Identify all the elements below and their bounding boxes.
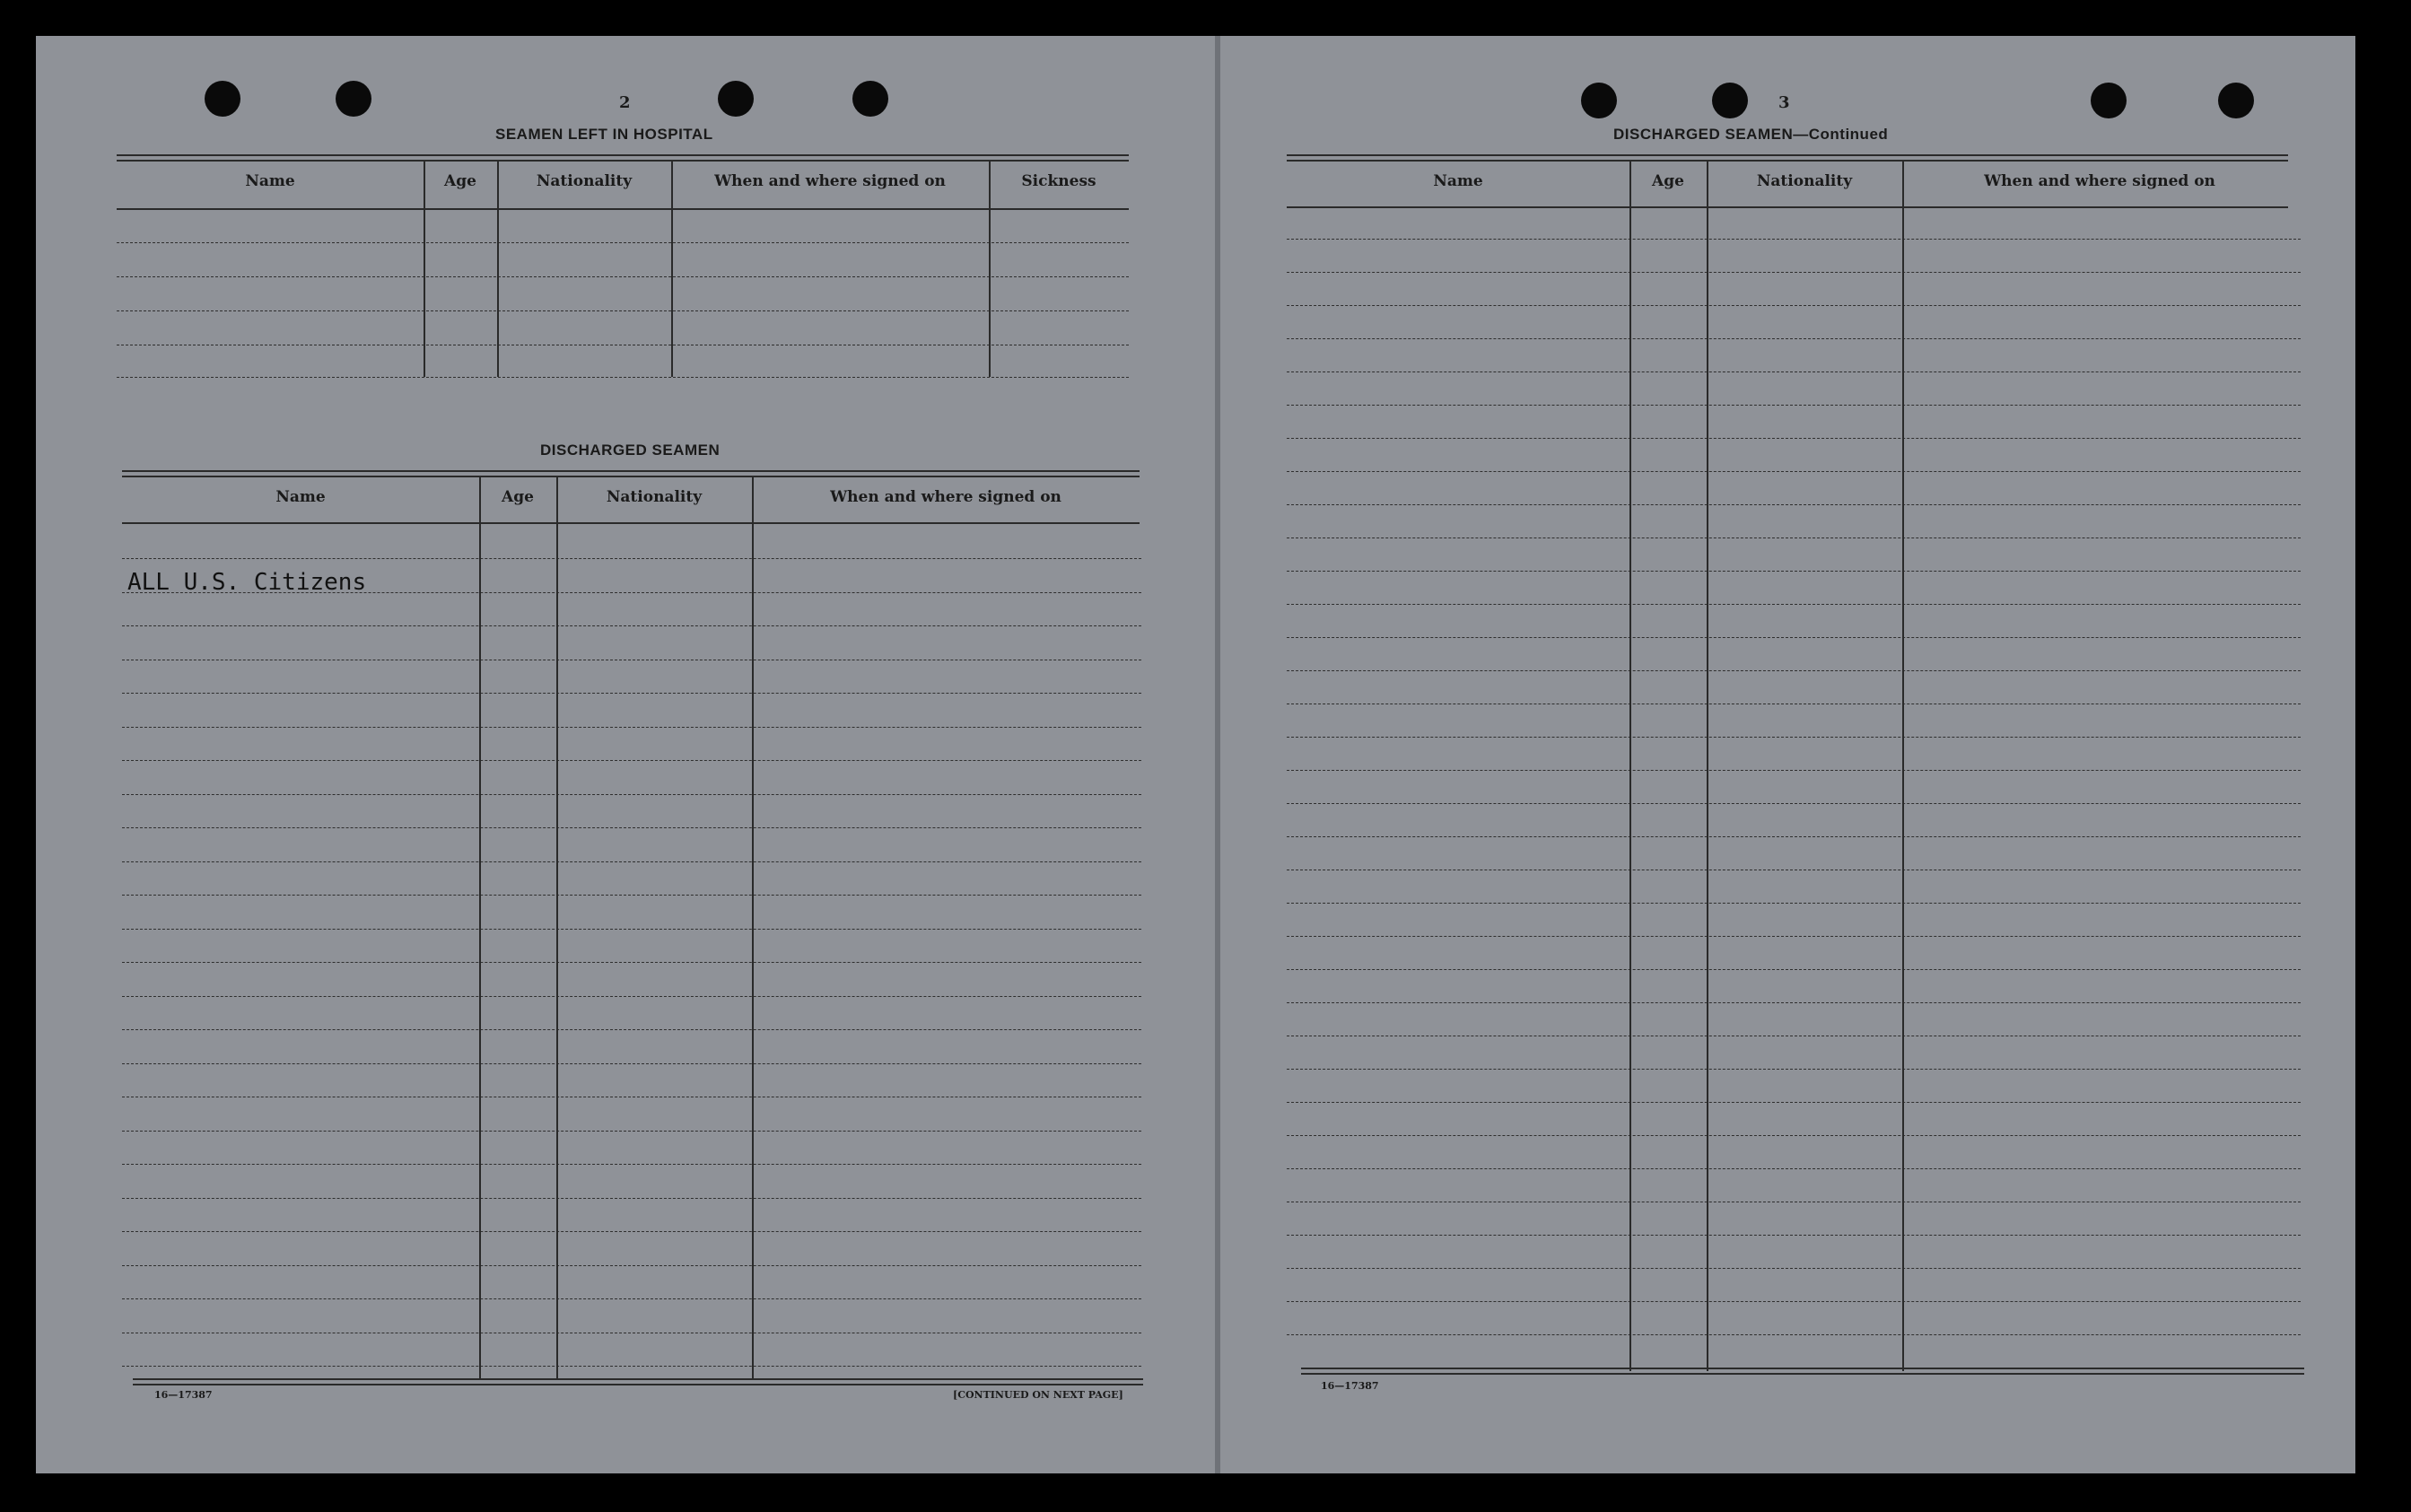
form-number-left: 16—17387 bbox=[154, 1389, 213, 1401]
row-line bbox=[1287, 836, 2301, 837]
row-line bbox=[1287, 571, 2301, 572]
punch-hole bbox=[1712, 83, 1748, 118]
punch-hole bbox=[852, 81, 888, 117]
right-col-divider bbox=[1902, 160, 1904, 1371]
row-line bbox=[122, 861, 1141, 862]
right-top-rule bbox=[1287, 154, 2288, 156]
row-line bbox=[1287, 969, 2301, 970]
discharged-bottom-rule bbox=[133, 1378, 1143, 1380]
punch-hole bbox=[2091, 83, 2127, 118]
punch-hole bbox=[205, 81, 240, 117]
row-line bbox=[1287, 239, 2301, 240]
discharged-col-divider bbox=[752, 476, 754, 1378]
hospital-col-age: Age bbox=[444, 172, 476, 190]
right-bottom-rule bbox=[1301, 1373, 2304, 1375]
row-line bbox=[122, 996, 1141, 997]
row-line bbox=[122, 1298, 1141, 1299]
hospital-col-divider bbox=[671, 160, 673, 377]
typed-entry: ALL U.S. Citizens bbox=[127, 569, 367, 596]
right-top-rule bbox=[1287, 160, 2288, 162]
form-number-right: 16—17387 bbox=[1321, 1380, 1379, 1392]
hospital-col-signed-on: When and where signed on bbox=[714, 172, 946, 190]
right-header-rule bbox=[1287, 206, 2288, 208]
page-number-left: 2 bbox=[619, 93, 631, 112]
row-line bbox=[1287, 438, 2301, 439]
row-line bbox=[122, 592, 1141, 593]
row-line bbox=[1287, 1002, 2301, 1003]
discharged-col-signed-on: When and where signed on bbox=[830, 488, 1061, 506]
row-line bbox=[1287, 1334, 2301, 1335]
right-bottom-rule bbox=[1301, 1368, 2304, 1369]
row-line bbox=[1287, 471, 2301, 472]
hospital-row-line bbox=[117, 377, 1129, 378]
row-line bbox=[122, 827, 1141, 828]
hospital-row-line bbox=[117, 310, 1129, 311]
discharged-col-age: Age bbox=[502, 488, 534, 506]
punch-hole bbox=[2218, 83, 2254, 118]
row-line bbox=[1287, 1168, 2301, 1169]
hospital-section-title: SEAMEN LEFT IN HOSPITAL bbox=[495, 126, 713, 143]
row-line bbox=[1287, 604, 2301, 605]
right-col-name: Name bbox=[1433, 172, 1483, 190]
hospital-col-divider bbox=[497, 160, 499, 377]
row-line bbox=[122, 1198, 1141, 1199]
hospital-top-rule bbox=[117, 154, 1129, 156]
right-col-divider bbox=[1629, 160, 1631, 1371]
right-col-nationality: Nationality bbox=[1756, 172, 1853, 190]
row-line bbox=[122, 1164, 1141, 1165]
row-line bbox=[1287, 1102, 2301, 1103]
right-col-divider bbox=[1707, 160, 1708, 1371]
row-line bbox=[1287, 737, 2301, 738]
row-line bbox=[1287, 637, 2301, 638]
row-line bbox=[1287, 1069, 2301, 1070]
hospital-col-divider bbox=[989, 160, 991, 377]
row-line bbox=[122, 558, 1141, 559]
row-line bbox=[122, 929, 1141, 930]
row-line bbox=[122, 760, 1141, 761]
discharged-col-divider bbox=[556, 476, 558, 1378]
row-line bbox=[122, 962, 1141, 963]
right-col-age: Age bbox=[1652, 172, 1684, 190]
continued-note: [CONTINUED ON NEXT PAGE] bbox=[953, 1389, 1123, 1401]
row-line bbox=[122, 625, 1141, 626]
row-line bbox=[1287, 305, 2301, 306]
discharged-col-name: Name bbox=[275, 488, 326, 506]
document-paper bbox=[36, 36, 2355, 1473]
row-line bbox=[1287, 903, 2301, 904]
row-line bbox=[122, 727, 1141, 728]
row-line bbox=[1287, 338, 2301, 339]
row-line bbox=[1287, 405, 2301, 406]
discharged-top-rule bbox=[122, 476, 1140, 477]
page-number-right: 3 bbox=[1778, 93, 1790, 112]
row-line bbox=[122, 794, 1141, 795]
row-line bbox=[1287, 770, 2301, 771]
row-line bbox=[1287, 670, 2301, 671]
row-line bbox=[122, 1265, 1141, 1266]
page-fold bbox=[1215, 36, 1220, 1473]
row-line bbox=[122, 895, 1141, 896]
row-line bbox=[1287, 936, 2301, 937]
hospital-header-rule bbox=[117, 208, 1129, 210]
row-line bbox=[1287, 371, 2301, 372]
row-line bbox=[1287, 1235, 2301, 1236]
punch-hole bbox=[1581, 83, 1617, 118]
right-section-title: DISCHARGED SEAMEN—Continued bbox=[1613, 126, 1889, 143]
hospital-row-line bbox=[117, 276, 1129, 277]
row-line bbox=[122, 1029, 1141, 1030]
row-line bbox=[122, 1131, 1141, 1132]
row-line bbox=[1287, 803, 2301, 804]
hospital-top-rule bbox=[117, 160, 1129, 162]
discharged-col-nationality: Nationality bbox=[606, 488, 703, 506]
row-line bbox=[1287, 272, 2301, 273]
row-line bbox=[122, 1366, 1141, 1367]
hospital-col-divider bbox=[424, 160, 425, 377]
discharged-header-rule bbox=[122, 522, 1140, 524]
hospital-row-line bbox=[117, 242, 1129, 243]
right-col-signed-on: When and where signed on bbox=[1984, 172, 2215, 190]
hospital-col-nationality: Nationality bbox=[536, 172, 633, 190]
row-line bbox=[1287, 1301, 2301, 1302]
discharged-bottom-rule bbox=[133, 1384, 1143, 1385]
row-line bbox=[1287, 504, 2301, 505]
hospital-col-name: Name bbox=[245, 172, 295, 190]
row-line bbox=[122, 1063, 1141, 1064]
punch-hole bbox=[718, 81, 754, 117]
row-line bbox=[122, 1231, 1141, 1232]
discharged-top-rule bbox=[122, 470, 1140, 472]
discharged-section-title: DISCHARGED SEAMEN bbox=[540, 441, 721, 459]
punch-hole bbox=[336, 81, 371, 117]
row-line bbox=[122, 693, 1141, 694]
hospital-col-sickness: Sickness bbox=[1021, 172, 1096, 190]
discharged-col-divider bbox=[479, 476, 481, 1378]
row-line bbox=[1287, 1268, 2301, 1269]
row-line bbox=[1287, 1135, 2301, 1136]
